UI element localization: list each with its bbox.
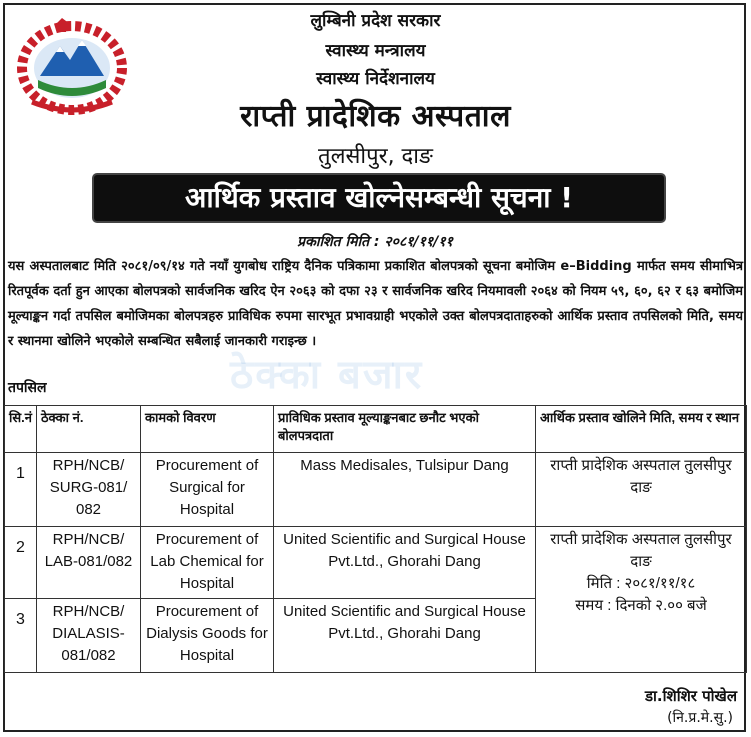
row-bidder: United Scientific and Surgical House Pvt.Ltd., Ghorahi Dang [274, 527, 536, 599]
row-contract-no: RPH/NCB/ SURG-081/ 082 [37, 453, 141, 527]
header-opening-details: आर्थिक प्रस्ताव खोलिने मिति, समय र स्थान [536, 406, 747, 453]
published-value: २०८१/११/११ [384, 234, 453, 250]
row-contract-no: RPH/NCB/ DIALASIS- 081/082 [37, 599, 141, 673]
published-date [200, 232, 550, 251]
row-work-description: Procurement of Dialysis Goods for Hospital [141, 599, 274, 673]
row-bidder: United Scientific and Surgical House Pvt.Ltd., Ghorahi Dang [274, 599, 536, 673]
government-name: लुम्बिनी प्रदेश सरकार [310, 11, 441, 31]
notice-body [8, 254, 743, 354]
merged-venue-place: राप्ती प्रादेशिक अस्पताल तुलसीपुर दाङ [550, 531, 732, 570]
schedule-label: तपसिल [8, 380, 47, 396]
bid-schedule-table [4, 405, 747, 673]
directorate-name: स्वास्थ्य निर्देशनालय [316, 69, 435, 89]
row-sn: 2 [5, 527, 37, 599]
row-sn: 3 [5, 599, 37, 673]
row-contract-no: RPH/NCB/ LAB-081/082 [37, 527, 141, 599]
watermark: ठेक्का बजार [230, 352, 424, 398]
published-label: प्रकाशित मिति : [297, 234, 380, 250]
body-part-2: मार्फत समय सीमाभित्र रितपूर्वक दर्ता हुन आएका बोलपत्रको सार्वजनिक खरिद ऐन २०६३ को दफा २३ र सार्वजनिक खरिद नियमावली २०६४ को नियम ५९, ६०, ६२ र ६३ बमोजिम मूल्याङ्कन गर्दा तपसिल बमोजिमका बोलपत्रहरु प्राविधिक रुपमा सारभूत प्रभावग्राही भएकोले उक्त बोलपत्रदाताहरुको आर्थिक प्रस्ताव तपसिलको मिति, समय र स्थानमा खोलिने भएकोले सम्बन्धित सबैलाई जानकारी गराइन्छ । [8, 259, 744, 349]
hospital-name: राप्ती प्रादेशिक अस्पताल [240, 99, 511, 134]
notice-title-banner: आर्थिक प्रस्ताव खोल्नेसम्बन्धी सूचना ! [94, 175, 664, 221]
row-work-description: Procurement of Surgical for Hospital [141, 453, 274, 527]
merged-venue-time: समय : दिनको २.०० बजे [575, 597, 707, 614]
row-sn: 1 [5, 453, 37, 527]
hospital-location: तुलसीपुर, दाङ [318, 144, 433, 169]
header-work-description: कामको विवरण [141, 406, 274, 453]
signatory-name: डा.शिशिर पोखेल [645, 687, 737, 705]
table-row [5, 453, 747, 527]
merged-opening-details [536, 527, 747, 673]
signatory-title: (नि.प्र.मे.सु.) [667, 710, 733, 726]
row-opening-venue: राप्ती प्रादेशिक अस्पताल तुलसीपुर दाङ [536, 453, 747, 527]
row-work-description: Procurement of Lab Chemical for Hospital [141, 527, 274, 599]
table-header-row [5, 406, 747, 453]
row-bidder: Mass Medisales, Tulsipur Dang [274, 453, 536, 527]
table-row [5, 527, 747, 599]
header-sn: सि.नं [5, 406, 37, 453]
ministry-name: स्वास्थ्य मन्त्रालय [325, 41, 426, 61]
header-selected-bidder: प्राविधिक प्रस्ताव मूल्याङ्कनबाट छनौट भएको बोलपत्रदाता [274, 406, 536, 453]
merged-venue-date: मिति : २०८१/११/१८ [586, 575, 696, 592]
ebidding-term: e–Bidding [560, 259, 632, 274]
body-part-1: यस अस्पतालबाट मिति २०८१/०९/१४ गते नयाँ युगबोध राष्ट्रिय दैनिक पत्रिकामा प्रकाशित बोलपत्रको सूचना बमोजिम [8, 259, 556, 274]
header-contract-no: ठेक्का नं. [37, 406, 141, 453]
